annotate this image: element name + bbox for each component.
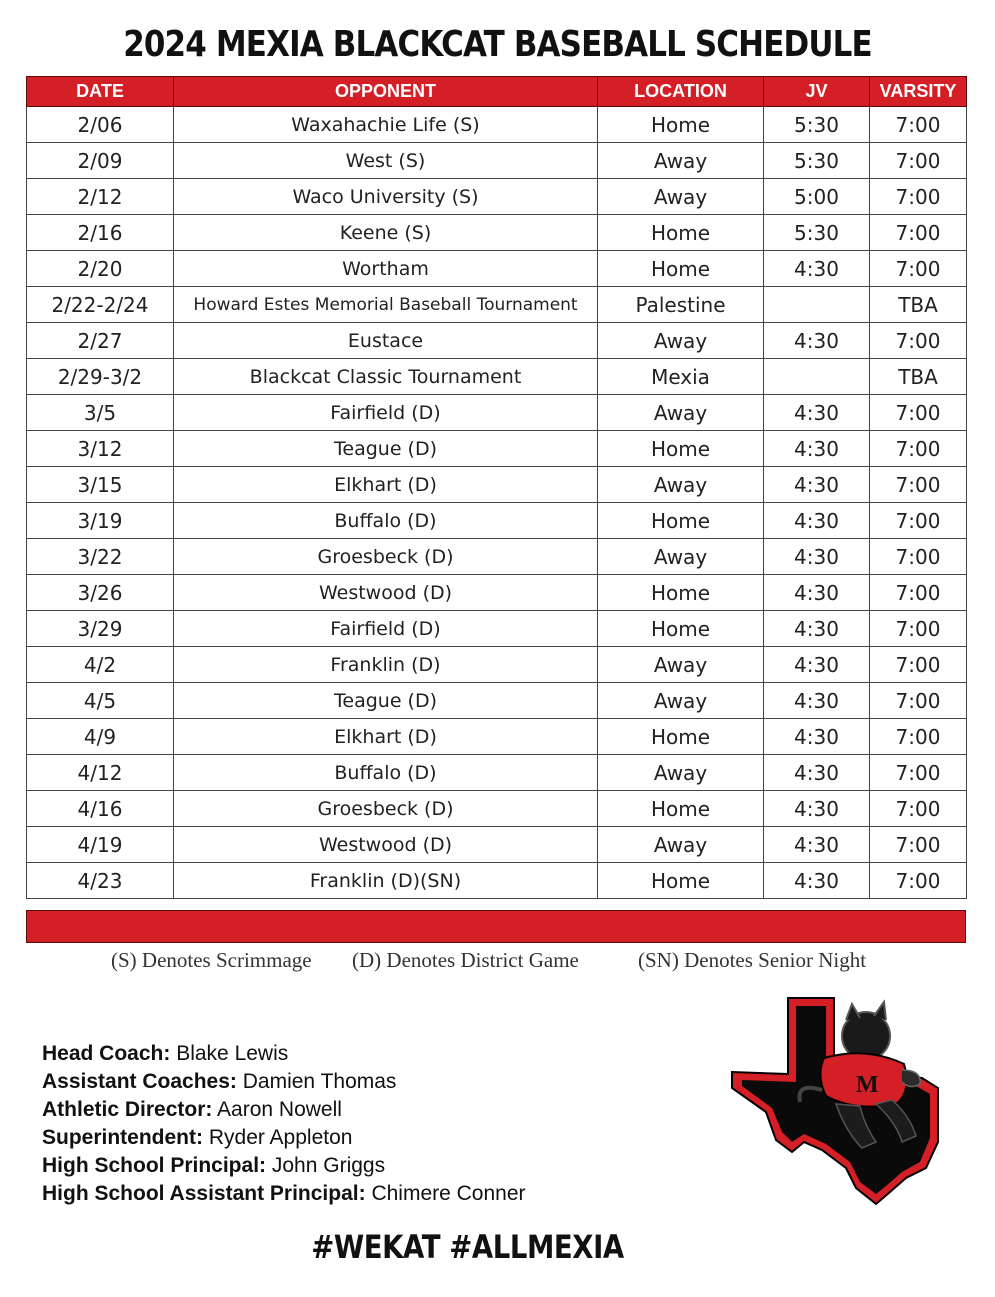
cell-location: Away — [598, 323, 764, 359]
cell-varsity: 7:00 — [870, 179, 967, 215]
cell-date: 4/9 — [27, 719, 174, 755]
schedule-body — [27, 107, 967, 899]
staff-role: Head Coach: — [42, 1042, 171, 1065]
cell-opponent: Groesbeck (D) — [174, 539, 598, 575]
cell-jv: 4:30 — [764, 755, 870, 791]
table-row — [27, 287, 967, 323]
table-row — [27, 611, 967, 647]
table-row — [27, 647, 967, 683]
cell-location: Away — [598, 647, 764, 683]
cell-date: 3/26 — [27, 575, 174, 611]
cell-location: Away — [598, 395, 764, 431]
staff-name: Ryder Appleton — [208, 1126, 353, 1149]
cell-varsity: 7:00 — [870, 251, 967, 287]
cell-jv — [764, 287, 870, 323]
cell-location: Home — [598, 611, 764, 647]
cell-opponent: Fairfield (D) — [174, 395, 598, 431]
table-footer-bar — [26, 910, 966, 943]
table-row — [27, 827, 967, 863]
cell-date: 4/5 — [27, 683, 174, 719]
texas-blackcat-logo-icon — [726, 992, 962, 1206]
cell-location: Away — [598, 143, 764, 179]
staff-name: Blake Lewis — [176, 1042, 289, 1065]
cell-jv: 4:30 — [764, 431, 870, 467]
col-header-jv: JV — [764, 77, 870, 107]
staff-line — [42, 1068, 526, 1096]
table-row — [27, 359, 967, 395]
staff-role: High School Principal: — [42, 1154, 267, 1177]
table-row — [27, 251, 967, 287]
staff-role: Assistant Coaches: — [42, 1070, 237, 1093]
staff-role: High School Assistant Principal: — [42, 1182, 366, 1205]
staff-name: Aaron Nowell — [217, 1098, 342, 1121]
cell-date: 2/22-2/24 — [27, 287, 174, 323]
table-row — [27, 395, 967, 431]
cell-jv: 4:30 — [764, 863, 870, 899]
cell-date: 2/16 — [27, 215, 174, 251]
table-row — [27, 539, 967, 575]
cell-varsity: TBA — [870, 287, 967, 323]
cell-jv: 4:30 — [764, 791, 870, 827]
cell-date: 3/22 — [27, 539, 174, 575]
cell-varsity: 7:00 — [870, 611, 967, 647]
col-header-location: LOCATION — [598, 77, 764, 107]
cell-location: Away — [598, 827, 764, 863]
cell-location: Home — [598, 791, 764, 827]
cell-opponent: Howard Estes Memorial Baseball Tournament — [174, 287, 598, 323]
cell-varsity: 7:00 — [870, 503, 967, 539]
cell-date: 3/29 — [27, 611, 174, 647]
cell-opponent: Fairfield (D) — [174, 611, 598, 647]
cell-opponent: Elkhart (D) — [174, 719, 598, 755]
staff-line — [42, 1040, 526, 1068]
cell-date: 2/20 — [27, 251, 174, 287]
cell-opponent: Buffalo (D) — [174, 755, 598, 791]
logo-letter: M — [856, 1072, 879, 1098]
table-row — [27, 719, 967, 755]
cell-location: Away — [598, 683, 764, 719]
cell-date: 3/5 — [27, 395, 174, 431]
cell-opponent: Waco University (S) — [174, 179, 598, 215]
cell-opponent: Buffalo (D) — [174, 503, 598, 539]
table-row — [27, 179, 967, 215]
cell-date: 4/2 — [27, 647, 174, 683]
cell-varsity: 7:00 — [870, 683, 967, 719]
cell-date: 3/19 — [27, 503, 174, 539]
cell-location: Away — [598, 755, 764, 791]
staff-line — [42, 1180, 526, 1208]
staff-name: Chimere Conner — [371, 1182, 526, 1205]
cell-date: 2/29-3/2 — [27, 359, 174, 395]
cell-varsity: 7:00 — [870, 107, 967, 143]
cell-jv — [764, 359, 870, 395]
staff-line — [42, 1124, 526, 1152]
cell-varsity: 7:00 — [870, 395, 967, 431]
legend-scrimmage: (S) Denotes Scrimmage — [111, 948, 312, 972]
cell-location: Home — [598, 107, 764, 143]
table-row — [27, 863, 967, 899]
cell-jv: 4:30 — [764, 827, 870, 863]
cell-varsity: 7:00 — [870, 467, 967, 503]
cell-location: Home — [598, 431, 764, 467]
cell-jv: 4:30 — [764, 395, 870, 431]
cell-location: Home — [598, 251, 764, 287]
cell-varsity: 7:00 — [870, 143, 967, 179]
legend-senior-night: (SN) Denotes Senior Night — [638, 948, 867, 972]
cell-location: Home — [598, 215, 764, 251]
table-row — [27, 503, 967, 539]
cell-date: 2/06 — [27, 107, 174, 143]
cell-opponent: Wortham — [174, 251, 598, 287]
cell-date: 2/12 — [27, 179, 174, 215]
cell-jv: 4:30 — [764, 503, 870, 539]
page-title: 2024 MEXIA BLACKCAT BASEBALL SCHEDULE — [123, 24, 872, 65]
cell-location: Home — [598, 503, 764, 539]
cell-jv: 5:30 — [764, 215, 870, 251]
staff-name: Damien Thomas — [242, 1070, 397, 1093]
cell-varsity: 7:00 — [870, 215, 967, 251]
cell-location: Away — [598, 179, 764, 215]
table-row — [27, 107, 967, 143]
cell-varsity: 7:00 — [870, 863, 967, 899]
cell-varsity: 7:00 — [870, 827, 967, 863]
cell-opponent: Westwood (D) — [174, 575, 598, 611]
cell-location: Palestine — [598, 287, 764, 323]
cell-jv: 4:30 — [764, 647, 870, 683]
table-row — [27, 467, 967, 503]
col-header-varsity: VARSITY — [870, 77, 967, 107]
cell-varsity: 7:00 — [870, 719, 967, 755]
cell-date: 3/12 — [27, 431, 174, 467]
cell-date: 4/19 — [27, 827, 174, 863]
cell-location: Home — [598, 863, 764, 899]
cell-jv: 4:30 — [764, 323, 870, 359]
staff-line — [42, 1096, 526, 1124]
cell-jv: 4:30 — [764, 683, 870, 719]
cell-varsity: 7:00 — [870, 539, 967, 575]
cell-jv: 5:30 — [764, 107, 870, 143]
table-row — [27, 215, 967, 251]
cell-jv: 4:30 — [764, 611, 870, 647]
cell-opponent: Teague (D) — [174, 683, 598, 719]
staff-role: Superintendent: — [42, 1126, 203, 1149]
cell-varsity: TBA — [870, 359, 967, 395]
cell-opponent: Eustace — [174, 323, 598, 359]
col-header-opponent: OPPONENT — [174, 77, 598, 107]
table-row — [27, 143, 967, 179]
cell-location: Home — [598, 575, 764, 611]
cell-varsity: 7:00 — [870, 323, 967, 359]
staff-list — [42, 1040, 526, 1208]
cell-date: 3/15 — [27, 467, 174, 503]
cell-varsity: 7:00 — [870, 755, 967, 791]
cell-opponent: West (S) — [174, 143, 598, 179]
cell-opponent: Teague (D) — [174, 431, 598, 467]
cell-date: 4/16 — [27, 791, 174, 827]
table-row — [27, 755, 967, 791]
cell-opponent: Franklin (D)(SN) — [174, 863, 598, 899]
cell-opponent: Westwood (D) — [174, 827, 598, 863]
cell-jv: 4:30 — [764, 539, 870, 575]
cell-jv: 4:30 — [764, 719, 870, 755]
col-header-date: DATE — [27, 77, 174, 107]
cell-location: Away — [598, 539, 764, 575]
cell-varsity: 7:00 — [870, 791, 967, 827]
cell-jv: 4:30 — [764, 251, 870, 287]
staff-name: John Griggs — [271, 1154, 386, 1177]
cell-opponent: Waxahachie Life (S) — [174, 107, 598, 143]
cell-location: Home — [598, 719, 764, 755]
cell-jv: 5:30 — [764, 143, 870, 179]
cell-varsity: 7:00 — [870, 431, 967, 467]
schedule-table — [26, 76, 967, 899]
cell-opponent: Blackcat Classic Tournament — [174, 359, 598, 395]
cell-varsity: 7:00 — [870, 647, 967, 683]
cell-date: 2/09 — [27, 143, 174, 179]
cell-date: 4/23 — [27, 863, 174, 899]
table-row — [27, 323, 967, 359]
cell-jv: 4:30 — [764, 467, 870, 503]
cell-jv: 4:30 — [764, 575, 870, 611]
staff-line — [42, 1152, 526, 1180]
cell-location: Mexia — [598, 359, 764, 395]
cell-opponent: Keene (S) — [174, 215, 598, 251]
table-row — [27, 575, 967, 611]
hashtag: #WEKAT #ALLMEXIA — [311, 1228, 624, 1266]
table-row — [27, 683, 967, 719]
cell-date: 4/12 — [27, 755, 174, 791]
cell-varsity: 7:00 — [870, 575, 967, 611]
cell-date: 2/27 — [27, 323, 174, 359]
legend-district: (D) Denotes District Game — [352, 948, 579, 972]
cell-location: Away — [598, 467, 764, 503]
cell-opponent: Franklin (D) — [174, 647, 598, 683]
staff-role: Athletic Director: — [42, 1098, 213, 1121]
table-row — [27, 431, 967, 467]
table-header-row — [27, 77, 967, 107]
cell-opponent: Elkhart (D) — [174, 467, 598, 503]
table-row — [27, 791, 967, 827]
cell-jv: 5:00 — [764, 179, 870, 215]
cell-opponent: Groesbeck (D) — [174, 791, 598, 827]
